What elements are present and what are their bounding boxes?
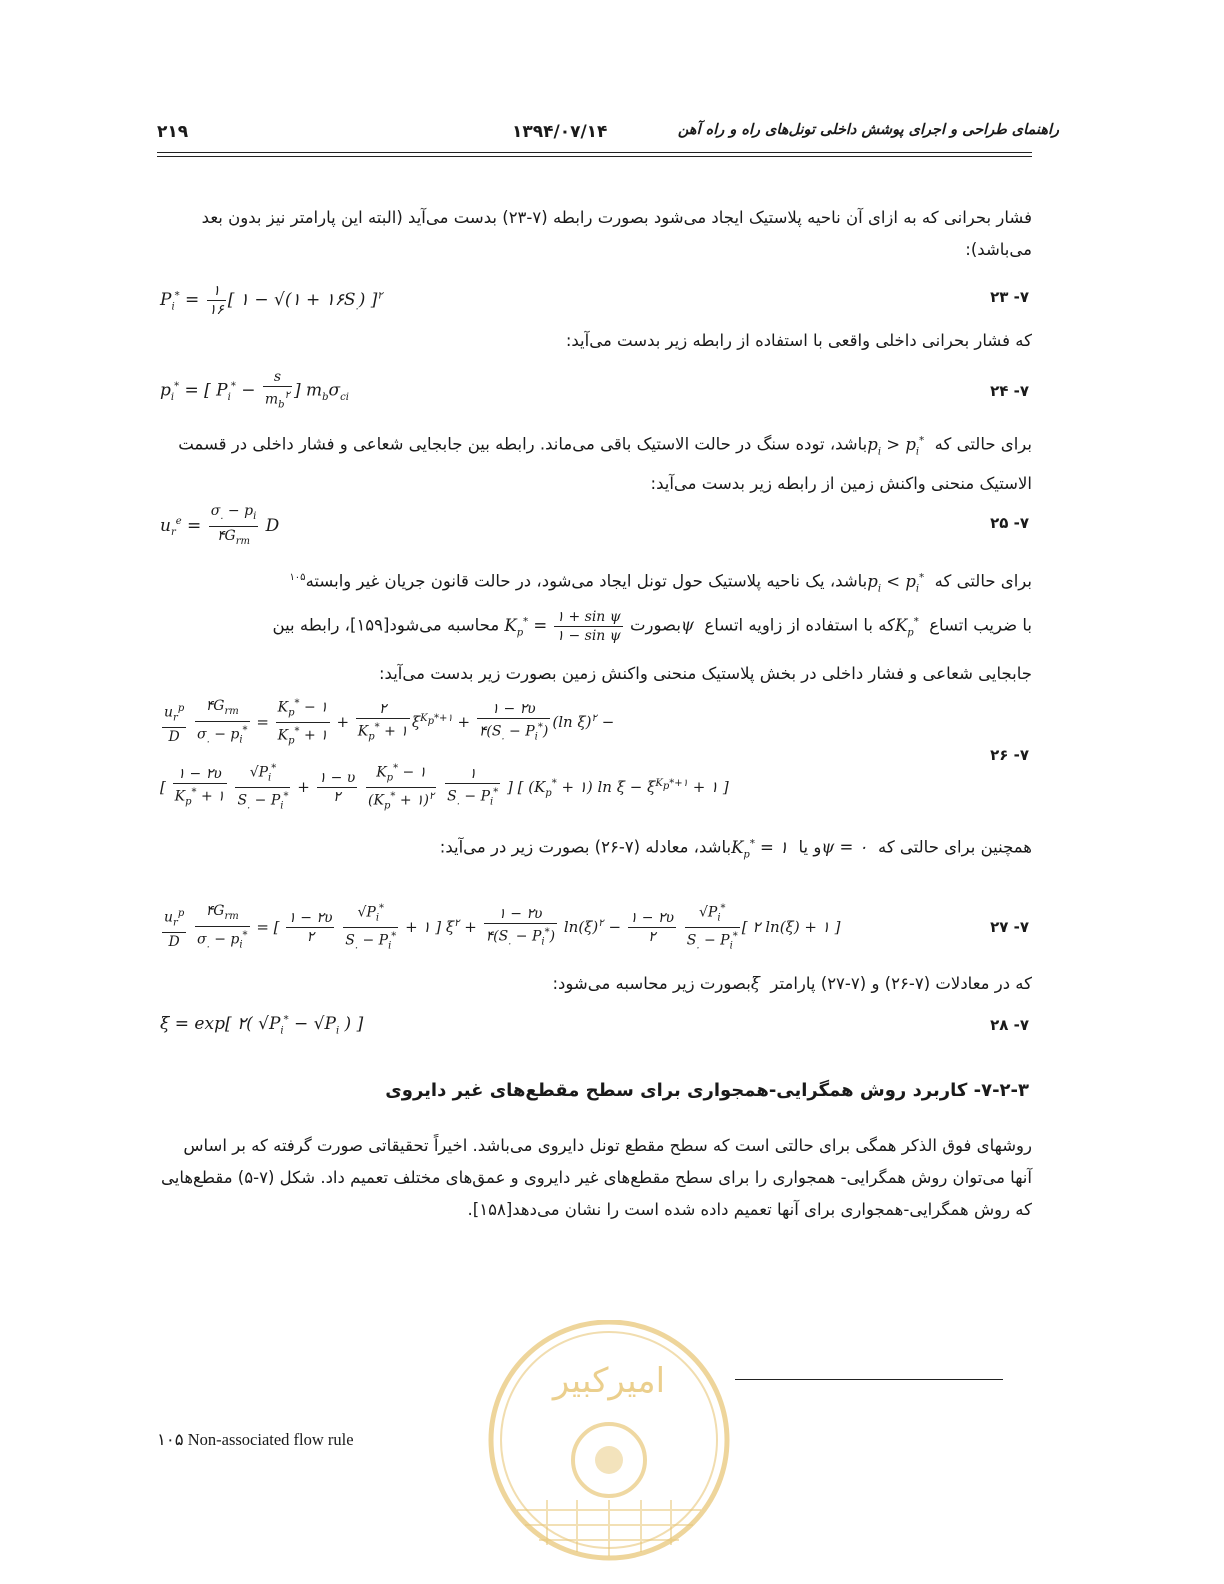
paragraph-dilation: با ضریب اتساع $K_p^*$ که با استفاده از زاویه اتساع ψ بصورت $K_p^*$ = $\frac{\text{۱ + sin ψ}}{\text{۱ − sin ψ}}$ محاسبه می‌شود[۱۵۹]، رابطه بین (272, 608, 1032, 644)
paragraph-xi-part2: بصورت زیر محاسبه می‌شود: (552, 974, 751, 993)
footnote-marker: ۱۰۵ (289, 572, 306, 583)
paragraph-dilation-part2: که با استفاده از زاویه اتساع (704, 615, 895, 635)
paragraph-plastic-relation: جابجایی شعاعی و فشار داخلی در بخش پلاستیک منحنی واکنش زمین بصورت زیر بدست می‌آید: (378, 664, 1032, 683)
footnote-number: ۱۰۵ (157, 1430, 184, 1449)
paragraph-special-case: همچنین برای حالتی که ψ = ۰ و یا $K_p^*$ = ۱ باشد، معادله (۷-۲۶) بصورت زیر در می‌آید: (439, 837, 1032, 860)
equation-number-26: ۷- ۲۶ (990, 746, 1029, 764)
running-header-date: ۱۳۹۴/۰۷/۱۴ (512, 122, 608, 142)
equation-number-24: ۷- ۲۴ (990, 382, 1029, 400)
paragraph-elastic-lead: برای حالتی که (934, 434, 1032, 454)
footnote-separator (735, 1379, 1003, 1380)
equation-27: $\frac{u_r^p}{D}$ $\frac{۴G_{rm}}{\sigma_. - p_i^*}$ = [ $\frac{۱ - ۲\upsilon}{۲}$ $\frac{√P_i^*}{S_. - P_i^*}$ + ۱ ] $\xi^۲$ + $\frac{۱ - ۲\upsilon}{۴(S_. - P_i^*)}$ $\ln(\xi)^۲$ − $\frac{۱ - ۲\upsilon}{۲}$ $\frac{√P_i^*}{S_. - P_i^*}$ [ ۲ ln(ξ) + ۱ ] (160, 900, 840, 956)
equation-25: $u_r^e$ = $\frac{\sigma_. - p_i}{۴G_{rm}}$ D (160, 503, 280, 547)
equation-23: $P_i^*$ = $\frac{۱}{۱۶}$ [ ۱ − √(۱ + $۱۶S_.$) ]$^۲$ (160, 283, 383, 318)
paragraph-special-case-part2: و یا (798, 837, 822, 857)
paragraph-actual-pressure: که فشار بحرانی داخلی واقعی با استفاده از رابطه زیر بدست می‌آید: (565, 331, 1032, 350)
equation-28: ξ = exp[ ۲( $√P_i^* - √P_i$ ) ] (160, 1014, 364, 1037)
paragraph-critical-pressure: فشار بحرانی که به ازای آن ناحیه پلاستیک ایجاد می‌شود بصورت رابطه (۷-۲۳) بدست می‌آید (البته این پارامتر نیز بدون بعد می‌باشد): (201, 208, 1032, 259)
equation-number-25: ۷- ۲۵ (990, 514, 1029, 532)
section-heading: ۷-۲-۳- کاربرد روش همگرایی-همجواری برای سطح مقطع‌های غیر دایروی (385, 1080, 1029, 1101)
paragraph-dilation-part3: بصورت (630, 615, 681, 635)
header-rule (157, 152, 1032, 153)
equation-number-28: ۷- ۲۸ (990, 1016, 1029, 1034)
page-number: ۲۱۹ (157, 122, 189, 142)
paragraph-special-case-part3: باشد، معادله (۷-۲۶) بصورت زیر در می‌آید: (439, 837, 732, 857)
equation-26-line-1: $\frac{u_r^p}{D}$ $\frac{۴G_{rm}}{\sigma_. - p_i^*}$ = $\frac{K_p^* - ۱}{K_p^* + ۱}$ + $\frac{۲}{K_p^* + ۱}$ $\xi^{K_p*+۱}$ + $\frac{۱ - ۲\upsilon}{۴(S_. - P_i^*)}$ (ln ξ)$^۲$ − (160, 695, 614, 751)
paragraph-xi-parameter: که در معادلات (۷-۲۶) و (۷-۲۷) پارامتر ξ بصورت زیر محاسبه می‌شود: (552, 974, 1032, 993)
paragraph-dilation-part4: محاسبه می‌شود[۱۵۹]، رابطه بین (272, 615, 500, 635)
equation-24: $p_i^*$ = [ $P_i^*$ − $\frac{s}{m_b^۲}$ ] $m_b\sigma_{ci}$ (160, 369, 349, 411)
watermark-text: امیرکبیر (552, 1361, 666, 1401)
paragraph-special-case-part1: همچنین برای حالتی که (877, 837, 1032, 857)
paragraph-xi-part1: که در معادلات (۷-۲۶) و (۷-۲۷) پارامتر (770, 974, 1032, 993)
paragraph-dilation-part1: با ضریب اتساع (929, 615, 1032, 635)
header-rule-thin (157, 156, 1032, 157)
running-header-title: راهنمای طراحی و اجرای پوشش داخلی تونل‌های راه و راه آهن (677, 122, 1059, 138)
equation-number-23: ۷- ۲۳ (990, 288, 1029, 306)
watermark-stamp (487, 1320, 732, 1575)
equation-26-line-2: [ $\frac{۱ - ۲\upsilon}{K_p^* + ۱}$ $\frac{√P_i^*}{S_. - P_i^*}$ + $\frac{۱ - \upsilon}{۲}$ $\frac{K_p^* - ۱}{(K_p^* + ۱)^۲}$ $\frac{۱}{S_. - P_i^*}$ ] [ ($K_p^*$ + ۱) $\ln \xi - \xi^{K_p*+۱}$ + ۱ ] (160, 760, 729, 816)
footnote-text: Non-associated flow rule (187, 1430, 354, 1449)
paragraph-elastic-condition: برای حالتی که $p_i > p_i^*$ باشد، توده سنگ در حالت الاستیک باقی می‌ماند. رابطه بین جابجایی شعاعی و فشار داخلی در قسمت الاستیک منحنی واکنش زمین از رابطه زیر بدست می‌آید: (178, 434, 1032, 493)
paragraph-elastic-rest: باشد، توده سنگ در حالت الاستیک باقی می‌ماند. رابطه بین جابجایی شعاعی و فشار داخلی در قسمت الاستیک منحنی واکنش زمین از رابطه زیر بدست می‌آید: (178, 434, 1032, 493)
footnote (157, 1430, 354, 1450)
paragraph-plastic-rest: باشد، یک ناحیه پلاستیک حول تونل ایجاد می‌شود، در حالت قانون جریان غیر وابسته (305, 571, 868, 591)
paragraph-non-circular: روشهای فوق الذکر همگی برای حالتی است که سطح مقطع تونل دایروی می‌باشد. اخیراً تحقیقاتی صورت گرفته که بر اساس آنها می‌توان روش همگرایی- همجواری را برای سطح مقطع‌های غیر دایروی و عمق‌های مختلف تعمیم داد. شکل (۷-۵) مقطع‌هایی که روش همگرایی-همجواری برای آنها تعمیم داده شده است را نشان می‌دهد[۱۵۸]. (160, 1136, 1032, 1219)
paragraph-plastic-condition: برای حالتی که $p_i < p_i^*$ باشد، یک ناحیه پلاستیک حول تونل ایجاد می‌شود، در حالت قانون جریان غیر وابسته$^{۱۰۵}$ (289, 571, 1032, 594)
equation-number-27: ۷- ۲۷ (990, 918, 1029, 936)
paragraph-plastic-lead: برای حالتی که (934, 571, 1032, 591)
